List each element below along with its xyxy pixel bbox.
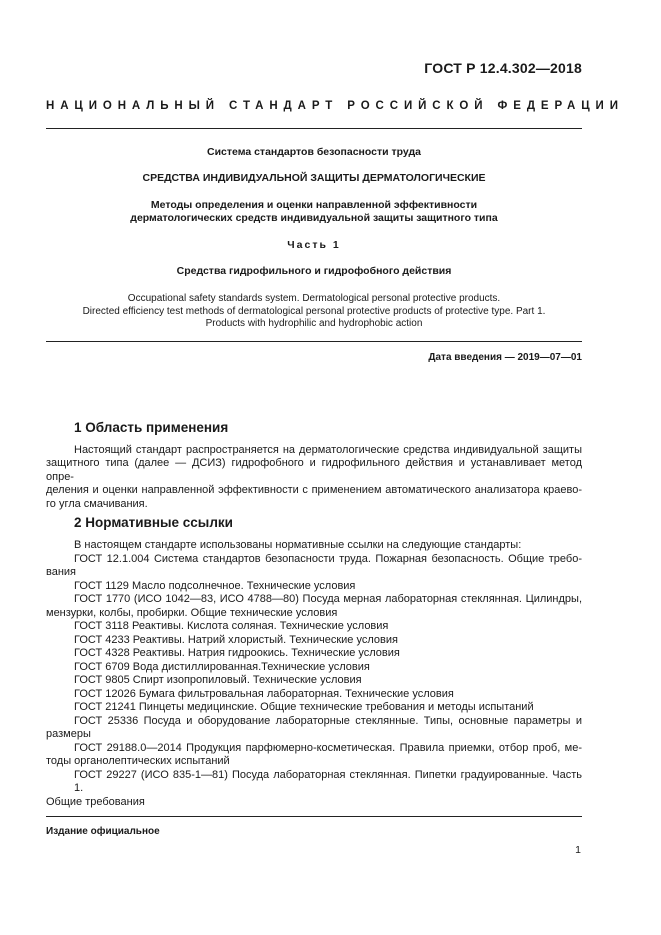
reference-line: Общие требования <box>46 795 145 808</box>
standards-system-title: Система стандартов безопасности труда <box>206 146 422 158</box>
date-of-introduction: Дата введения — 2019—07—01 <box>428 352 582 363</box>
national-standard-title: НАЦИОНАЛЬНЫЙ СТАНДАРТ РОССИЙСКОЙ ФЕДЕРАЦИИ <box>46 100 624 112</box>
top-divider <box>46 128 582 129</box>
reference-line: ГОСТ 6709 Вода дистиллированная.Технические условия <box>74 660 370 673</box>
reference-line: В настоящем стандарте использованы нормативные ссылки на следующие стандарты: <box>74 539 522 551</box>
reference-line: тоды органолептических испытаний <box>46 755 230 767</box>
section1-line: го угла смачивания. <box>46 497 148 510</box>
reference-line: ГОСТ 29227 (ИСО 835-1—81) Посуда лабораторная стеклянная. Пипетки градуированные. Часть 1. <box>74 768 582 794</box>
reference-line: размеры <box>46 728 91 740</box>
english-title-line3: Products with hydrophilic and hydrophobic action <box>205 318 423 329</box>
section1-paragraph <box>46 444 582 511</box>
reference-line: ГОСТ 21241 Пинцеты медицинские. Общие технические требования и методы испытаний <box>74 701 534 713</box>
reference-line: ГОСТ 1770 (ИСО 1042—83, ИСО 4788—80) Посуда мерная лабораторная стеклянная. Цилиндры, <box>74 593 582 605</box>
part-label: Часть 1 <box>287 239 341 251</box>
document-subtitle-line2: дерматологических средств индивидуальной защиты защитного типа <box>130 212 498 224</box>
reference-line: ГОСТ 29188.0—2014 Продукция парфюмерно-косметическая. Правила приемки, отбор проб, ме- <box>74 741 582 754</box>
reference-line: ГОСТ 1129 Масло подсолнечное. Технические условия <box>74 579 356 592</box>
english-title-line2: Directed efficiency test methods of dermatological personal protective products of protective type. Part 1. <box>82 306 546 317</box>
reference-line: мензурки, колбы, пробирки. Общие технические условия <box>46 606 338 619</box>
document-subtitle-line1: Методы определения и оценки направленной эффективности <box>150 199 478 211</box>
official-edition-label: Издание официальное <box>46 826 160 837</box>
page-number: 1 <box>575 844 581 856</box>
reference-line: ГОСТ 9805 Спирт изопропиловый. Технические условия <box>74 674 362 686</box>
section1-line: Настоящий стандарт распространяется на дерматологические средства индивидуальной защиты <box>74 444 582 456</box>
reference-line: ГОСТ 12026 Бумага фильтровальная лабораторная. Технические условия <box>74 687 454 700</box>
section2-heading: 2 Нормативные ссылки <box>74 515 233 530</box>
section1-line: деления и оценки направленной эффективности с применением автоматического анализатора краево- <box>46 484 582 497</box>
reference-line: ГОСТ 25336 Посуда и оборудование лабораторные стеклянные. Типы, основные параметры и <box>74 714 582 727</box>
reference-line: ГОСТ 4328 Реактивы. Натрия гидроокись. Технические условия <box>74 647 400 659</box>
normative-references-list <box>46 539 582 809</box>
footer-divider <box>46 816 582 817</box>
reference-line: вания <box>46 566 77 578</box>
reference-line: ГОСТ 12.1.004 Система стандартов безопасности труда. Пожарная безопасность. Общие требо- <box>74 552 582 565</box>
reference-line: ГОСТ 4233 Реактивы. Натрий хлористый. Технические условия <box>74 633 398 646</box>
part-title: Средства гидрофильного и гидрофобного действия <box>176 265 452 277</box>
section1-line: защитного типа (далее — ДСИЗ) гидрофобного и гидрофильного действия и устанавливает метод опре- <box>46 457 582 483</box>
gost-number: ГОСТ Р 12.4.302—2018 <box>424 60 582 76</box>
english-title-line1: Occupational safety standards system. Dermatological personal protective products. <box>127 293 501 304</box>
section1-heading: 1 Область применения <box>74 420 229 435</box>
title-divider <box>46 341 582 342</box>
reference-line: ГОСТ 3118 Реактивы. Кислота соляная. Технические условия <box>74 620 389 632</box>
document-main-title: СРЕДСТВА ИНДИВИДУАЛЬНОЙ ЗАЩИТЫ ДЕРМАТОЛОГИЧЕСКИЕ <box>142 172 486 184</box>
